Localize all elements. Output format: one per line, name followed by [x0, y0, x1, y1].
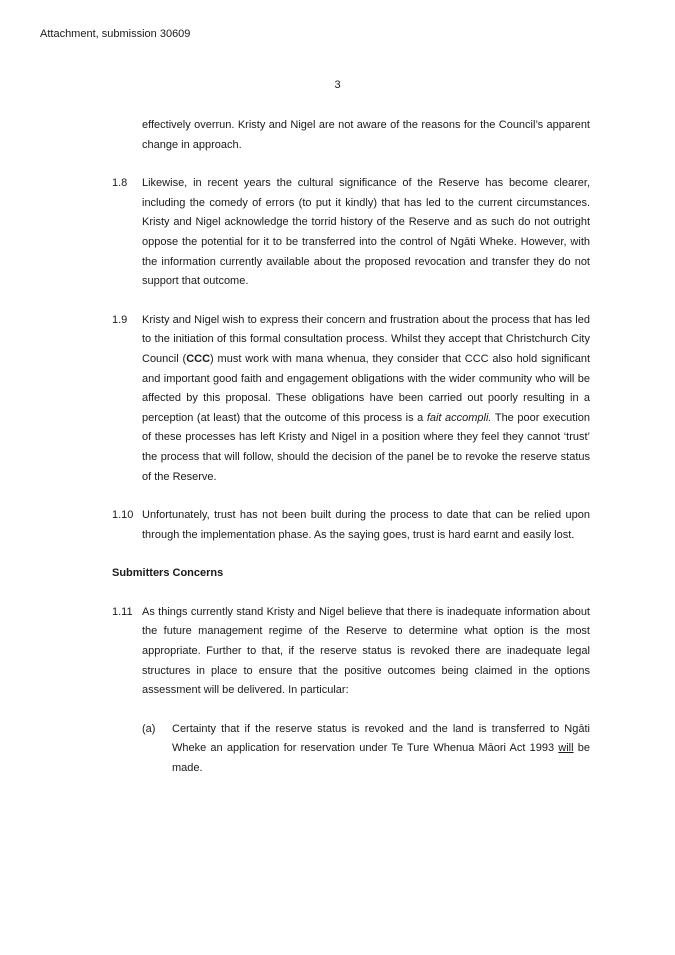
- paragraph-1-8: [112, 174, 590, 292]
- underlined-word: will: [558, 742, 574, 755]
- paragraph-number: 1.10: [112, 509, 134, 522]
- paragraph-text: Likewise, in recent years the cultural significance of the Reserve has become clearer, including the comedy of errors (to put it kindly) that has led to the current circumstances. Kristy and Nigel acknowledge the torrid history of the Reserve and as such do not outright oppose the potential for it to be transferred into the control of Ngāti Wheke. However, with the information currently available about the proposed revocation and transfer they do not support that outcome.: [142, 177, 590, 288]
- section-heading: Submitters Concerns: [112, 567, 224, 580]
- paragraph-text: ) must work with mana whenua, they consider that CCC also hold significant and important good faith and engagement obligations with the wider community who will be affected by this proposal. These obligations have been carried out poorly resulting in a perception (at least) that the outcome of this process is a: [142, 352, 590, 424]
- paragraph-1-9: [112, 311, 590, 487]
- paragraph-number: 1.11: [112, 605, 133, 618]
- paragraph-continuation: effectively overrun. Kristy and Nigel are not aware of the reasons for the Council’s apparent change in approach.: [142, 119, 590, 151]
- paragraph-1-10: [112, 506, 590, 545]
- page-number: 3: [334, 79, 341, 91]
- paragraph-number: 1.9: [112, 313, 128, 326]
- subparagraph-label: (a): [142, 722, 156, 735]
- document-header: Attachment, submission 30609: [40, 28, 191, 40]
- paragraph-text: Kristy and Nigel wish to express their concern and frustration about the process that has led to the initiation of this formal consultation process. Whilst they accept that Christchurch City Council (: [142, 313, 590, 365]
- paragraph-text: As things currently stand Kristy and Nigel believe that there is inadequate information about the future management regime of the Reserve to determine what option is the most appropriate. Further to that, if the reserve status is revoked there are inadequate legal structures in place to ensure that the positive outcomes being claimed in the options assessment will be delivered. In particular:: [142, 605, 590, 697]
- paragraph-text: Unfortunately, trust has not been built during the process to date that can be relied upon through the implementation phase. As the saying goes, trust is hard earnt and easily lost.: [142, 509, 590, 541]
- paragraph-text: The poor execution of these processes has left Kristy and Nigel in a position where they feel they cannot ‘trust’ the process that will follow, should the decision of the panel be to revoke the reserve status of the Reserve.: [142, 411, 590, 483]
- subparagraph-text: be made.: [172, 742, 590, 775]
- paragraph-number: 1.8: [112, 177, 128, 190]
- paragraph-1-11: [112, 603, 590, 701]
- subparagraph-a: [112, 720, 590, 779]
- ccc-abbreviation: CCC: [186, 352, 211, 365]
- document-body: [112, 116, 590, 779]
- italic-phrase: fait accompli.: [426, 411, 492, 424]
- subparagraph-text: Certainty that if the reserve status is revoked and the land is transferred to Ngāti Wheke an application for reservation under Te Ture Whenua Māori Act 1993: [172, 722, 590, 755]
